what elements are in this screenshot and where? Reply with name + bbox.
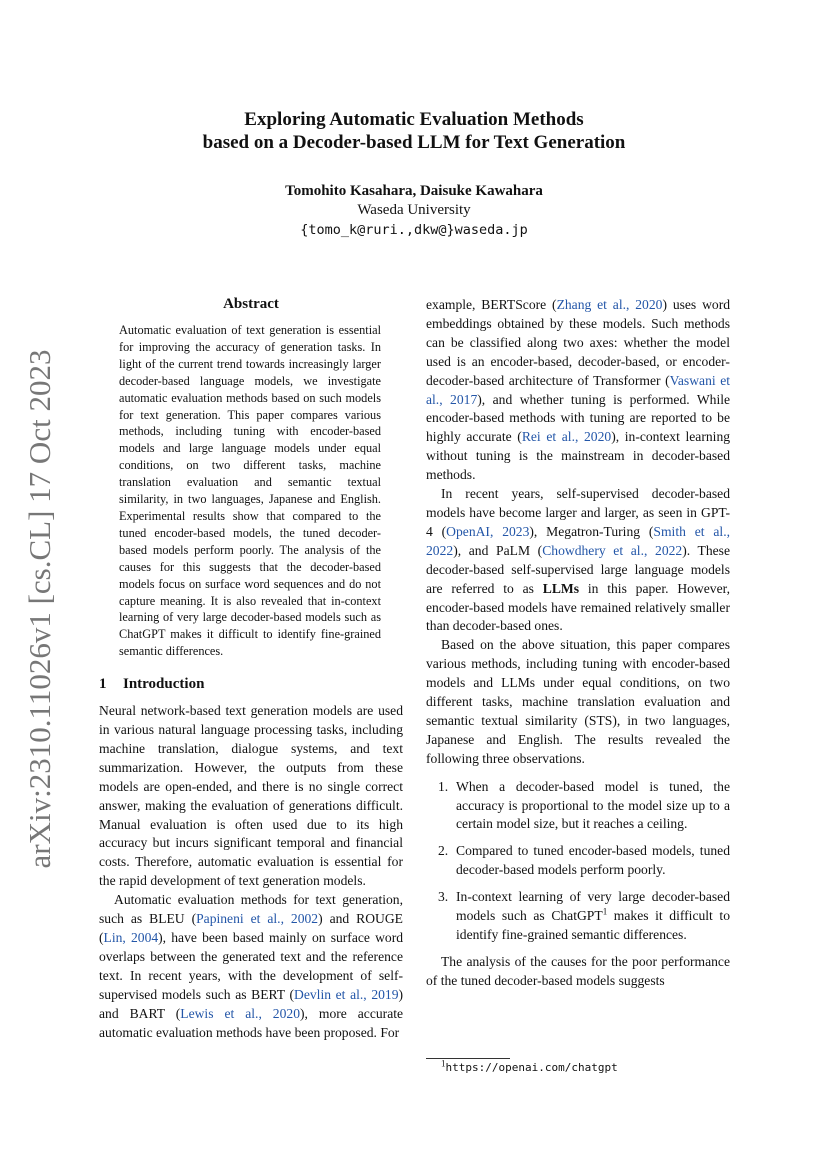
citation-link[interactable]: al., xyxy=(561,429,579,445)
arxiv-identifier: arXiv:2310.11026v1 [cs.CL] 17 Oct 2023 xyxy=(22,349,57,869)
paper-title xyxy=(150,108,678,154)
title-line-2: based on a Decoder-based LLM for Text Generation xyxy=(202,132,626,153)
authors: Tomohito Kasahara, Daisuke Kawahara xyxy=(285,183,543,199)
citation-link[interactable]: al., xyxy=(350,986,367,1002)
citation-link[interactable]: Papineni xyxy=(196,911,244,927)
citation-link[interactable]: 2017 xyxy=(450,391,478,407)
citation-link[interactable]: Lewis xyxy=(180,1005,214,1021)
emphasis-llms: LLMs xyxy=(542,580,580,596)
citation-link[interactable]: Devlin xyxy=(294,986,332,1002)
list-item: 2. Compared to tuned encoder-based models, tuned decoder-based models perform poorly. xyxy=(438,843,730,878)
citation-link[interactable]: Vaswani xyxy=(669,372,716,388)
citation-link[interactable]: Zhang xyxy=(556,297,592,312)
citation-link[interactable]: OpenAI, 2023 xyxy=(446,523,530,539)
citation-link[interactable] xyxy=(443,392,450,407)
citation-link[interactable]: Rei xyxy=(521,429,541,445)
left-column xyxy=(99,296,403,1042)
citation-link[interactable] xyxy=(234,1006,245,1021)
list-item: 3. In-context learning of very large decoder-based models such as ChatGPT$^1$ makes it difficult to identify fine-grained semantic differences. xyxy=(438,889,731,942)
intro-paragraph-2-continued: example, BERTScore (Zhang et al., 2020) uses word embeddings obtained by these models. Such methods can be classified along two axes: whether the model used is an encoder-based, decoder-based, or encoder-decoder-based architecture of Transformer (Vaswani et al., 2017), and whether tuning is performed. While encoder-based methods with tuning are reported to be highly accurate (Rei et al., 2020), in-context learning without tuning is the mainstream in decoder-based methods. xyxy=(426,297,731,483)
footnote-rule xyxy=(426,1058,510,1059)
citation-link[interactable]: 2020 xyxy=(584,429,612,445)
section-number: 1 xyxy=(99,676,107,693)
citation-link[interactable]: 2020 xyxy=(272,1005,300,1021)
observations-list xyxy=(426,778,730,945)
citation-link[interactable]: et xyxy=(335,986,346,1002)
right-column xyxy=(426,296,730,991)
footnote-ref[interactable]: 1 xyxy=(602,906,608,917)
citation-link[interactable]: et xyxy=(720,372,730,388)
arxiv-sidebar xyxy=(20,349,60,869)
author-email: {tomo_k@ruri.,dkw@}waseda.jp xyxy=(300,222,528,238)
citation-link[interactable] xyxy=(244,911,251,926)
citation-link[interactable] xyxy=(284,911,291,926)
citation-link[interactable]: 2019 xyxy=(371,986,399,1002)
footnote-mark: 1 xyxy=(441,1058,446,1069)
list-item: 1. When a decoder-based model is tuned, the accuracy is proportional to the model size up to a certain model size, but it reaches a ceiling. xyxy=(438,778,730,832)
citation-link[interactable]: et xyxy=(597,297,607,312)
footnote-url[interactable]: https://openai.com/chatgpt xyxy=(445,1061,618,1074)
affiliation: Waseda University xyxy=(357,202,471,218)
citation-link[interactable]: al., xyxy=(612,297,630,312)
title-line-1: Exploring Automatic Evaluation Methods xyxy=(244,109,584,130)
section-heading-introduction xyxy=(99,674,403,694)
citation-link[interactable]: Chowdhery et al., 2022 xyxy=(542,542,683,558)
citation-link[interactable]: al., xyxy=(267,911,284,927)
section-title: Introduction xyxy=(123,676,205,693)
citation-link[interactable]: al., xyxy=(245,1005,262,1021)
intro-paragraph-3: In recent years, self-supervised decoder-based models have become larger and larger, as seen in GPT-4 (OpenAI, 2023), Megatron-Turing (Smith et al., 2022), and PaLM (Chowdhery et al., 2022). These decoder-based self-supervised large language models are referred to as LLMs in this paper. However, encoder-based models have remained relatively smaller than decoder-based ones. xyxy=(426,486,731,634)
abstract-text: Automatic evaluation of text generation is essential for improving the accuracy of generation tasks. In light of the current trend towards increasingly larger decoder-based language models, we investigate automatic evaluation methods based on such models for text generation. This paper compares various methods, including tuning with encoder-based models and large language models under equal conditions, on two different tasks, machine translation evaluation and semantic textual similarity, in two languages, Japanese and English. Experimental results show that compared to the tuned encoder-based models, the tuned decoder-based models perform poorly. The analysis of the causes for this suggests that the decoder-based models focus on surface word sequences and do not capture meaning. It is also revealed that in-context learning of very large decoder-based models such as ChatGPT makes it difficult to identify fine-grained semantic differences. xyxy=(119,323,381,659)
intro-paragraph-5: The analysis of the causes for the poor performance of the tuned decoder-based models suggests xyxy=(426,953,730,988)
intro-paragraph-1: Neural network-based text generation models are used in various natural language processing tasks, including machine translation, dialogue systems, and text summarization. However, the outputs from these models are open-ended, and there is no single correct answer, making the evaluation of generations difficult. Manual evaluation is often used due to its high accuracy but incurs significant temporal and financial costs. Therefore, automatic evaluation is essential for the rapid development of text generation models. xyxy=(99,703,403,889)
citation-link[interactable]: Lin, xyxy=(103,930,126,945)
citation-link[interactable]: et xyxy=(546,429,557,445)
citation-link[interactable]: Smith et al., 2022 xyxy=(426,523,730,558)
citation-link[interactable]: et xyxy=(224,1005,235,1021)
citation-link[interactable]: 2020 xyxy=(635,297,663,312)
intro-paragraph-4: Based on the above situation, this paper compares various methods, including tuning with encoder-based models and LLMs under equal conditions, on two different tasks, machine translation evaluation and semantic textual similarity (STS), in two languages, Japanese and English. The results revealed the following three observations. xyxy=(426,637,730,766)
footnote xyxy=(441,1058,618,1074)
citation-link[interactable]: et xyxy=(250,911,261,927)
citation-link[interactable]: 2004 xyxy=(130,930,159,945)
citation-link[interactable] xyxy=(262,1006,273,1021)
citation-link[interactable] xyxy=(214,1006,225,1021)
citation-link[interactable]: 2002 xyxy=(290,911,319,927)
citation-link[interactable]: al., xyxy=(426,391,443,407)
abstract-heading: Abstract xyxy=(223,296,279,312)
intro-paragraph-2: Automatic evaluation methods for text generation, such as BLEU (Papineni et al., 2002) and ROUGE (Lin, 2004), have been based mainly on surface word overlaps between the generated text and the reference text. In recent years, with the development of self-supervised models such as BERT (Devlin et al., 2019) and BART (Lewis et al., 2020), more accurate automatic evaluation methods have been proposed. For xyxy=(99,892,404,1040)
